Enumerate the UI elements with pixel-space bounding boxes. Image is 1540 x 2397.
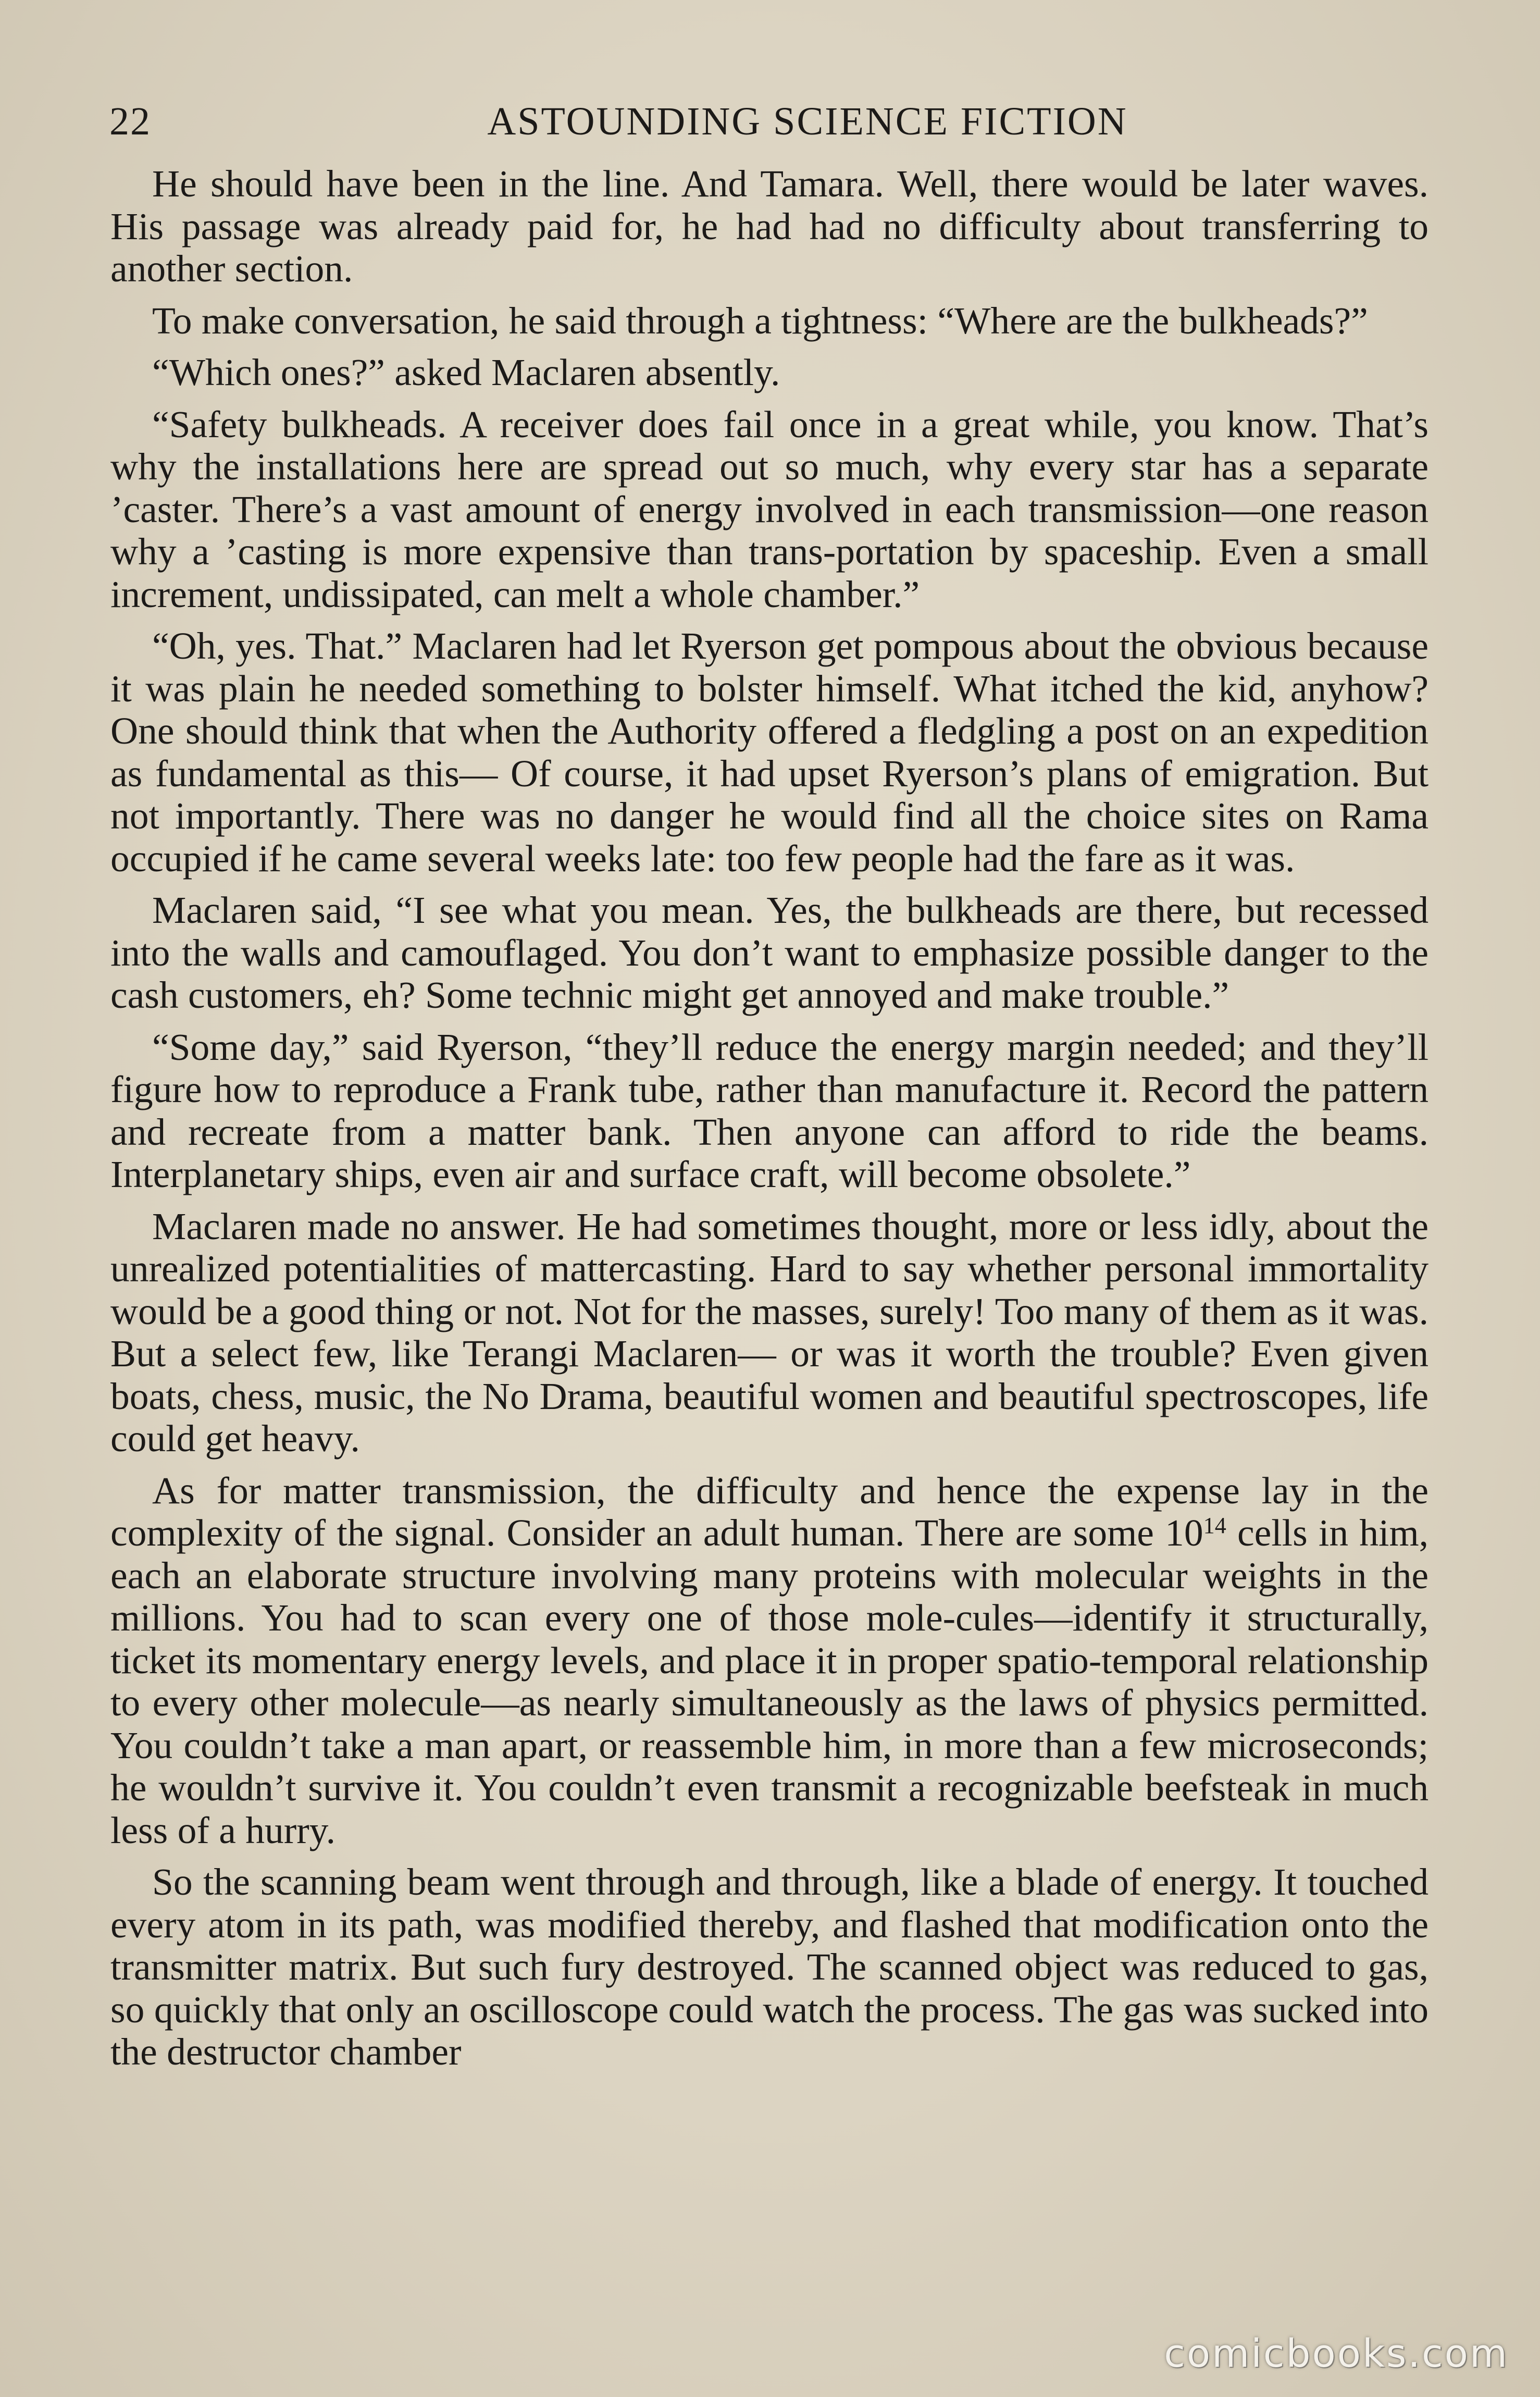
page-number: 22	[109, 100, 151, 143]
paragraph-10: So the scanning beam went through and through, like a blade of energy. It touched every atom in its path, was modified thereby, and flashed that modification onto the transmitter matrix. But such fury destroyed. The scanned object was reduced to gas, so quickly that only an oscilloscope could watch the process. The gas was sucked into the destructor chamber	[110, 1861, 1429, 2073]
body-text	[110, 163, 1429, 2083]
paragraph-8: Maclaren made no answer. He had sometimes thought, more or less idly, about the unrealized potentialities of mattercasting. Hard to say whether personal immortality would be a good thing or not. Not for the masses, surely! Too many of them as it was. But a select few, like Terangi Maclaren— or was it worth the trouble? Even given boats, chess, music, the No Drama, beautiful women and beautiful spectroscopes, life could get heavy.	[110, 1205, 1429, 1460]
paragraph-2: To make conversation, he said through a tightness: “Where are the bulkheads?”	[152, 299, 1368, 342]
paragraph-9-end: cells in him, each an elaborate structure involving many proteins with molecular weights in the millions. You had to scan every one of those mole-cules—identify it structurally, ticket its momentary energy levels, and place it in proper spatio-temporal relationship to every other molecule—as nearly simultaneously as the laws of physics permitted. You couldn’t take a man apart, or reassemble him, in more than a few microseconds; he wouldn’t survive it. You couldn’t even transmit a recognizable beefsteak in much less of a hurry.	[110, 1512, 1429, 1851]
paragraph-9	[110, 1469, 1429, 1852]
watermark-logo: comicbooks.com	[1164, 2331, 1509, 2376]
paragraph-7: “Some day,” said Ryerson, “they’ll reduce the energy margin needed; and they’ll figure how to reproduce a Frank tube, rather than manufacture it. Record the pattern and recreate from a matter bank. Then anyone can afford to ride the beams. Interplanetary ships, even air and surface craft, will become obsolete.”	[110, 1025, 1429, 1195]
running-head: ASTOUNDING SCIENCE FICTION	[487, 100, 1128, 143]
paragraph-6: Maclaren said, “I see what you mean. Yes, the bulkheads are there, but recessed into the walls and camouflaged. You don’t want to emphasize possible danger to the cash customers, eh? Some technic might get annoyed and make trouble.”	[110, 889, 1429, 1016]
exponent: 14	[1203, 1512, 1226, 1538]
page-header	[104, 89, 1427, 146]
paragraph-9-start: As for matter transmission, the difficulty and hence the expense lay in the complexity of the signal. Consider an adult human. There are some 10	[110, 1469, 1429, 1554]
paragraph-1: He should have been in the line. And Tamara. Well, there would be later waves. His passage was already paid for, he had had no difficulty about transferring to another section.	[110, 163, 1429, 290]
paragraph-4: “Safety bulkheads. A receiver does fail once in a great while, you know. That’s why the installations here are spread out so much, why every star has a separate ’caster. There’s a vast amount of energy involved in each transmission—one reason why a ’casting is more expensive than trans-portation by spaceship. Even a small increment, undissipated, can melt a whole chamber.”	[110, 403, 1429, 615]
paragraph-3: “Which ones?” asked Maclaren absently.	[152, 351, 780, 393]
paragraph-5: “Oh, yes. That.” Maclaren had let Ryerson get pompous about the obvious because it was plain he needed something to bolster himself. What itched the kid, anyhow? One should think that when the Authority offered a fledgling a post on an expedition as fundamental as this— Of course, it had upset Ryerson’s plans of emigration. But not importantly. There was no danger he would find all the choice sites on Rama occupied if he came several weeks late: too few people had the fare as it was.	[110, 625, 1429, 880]
